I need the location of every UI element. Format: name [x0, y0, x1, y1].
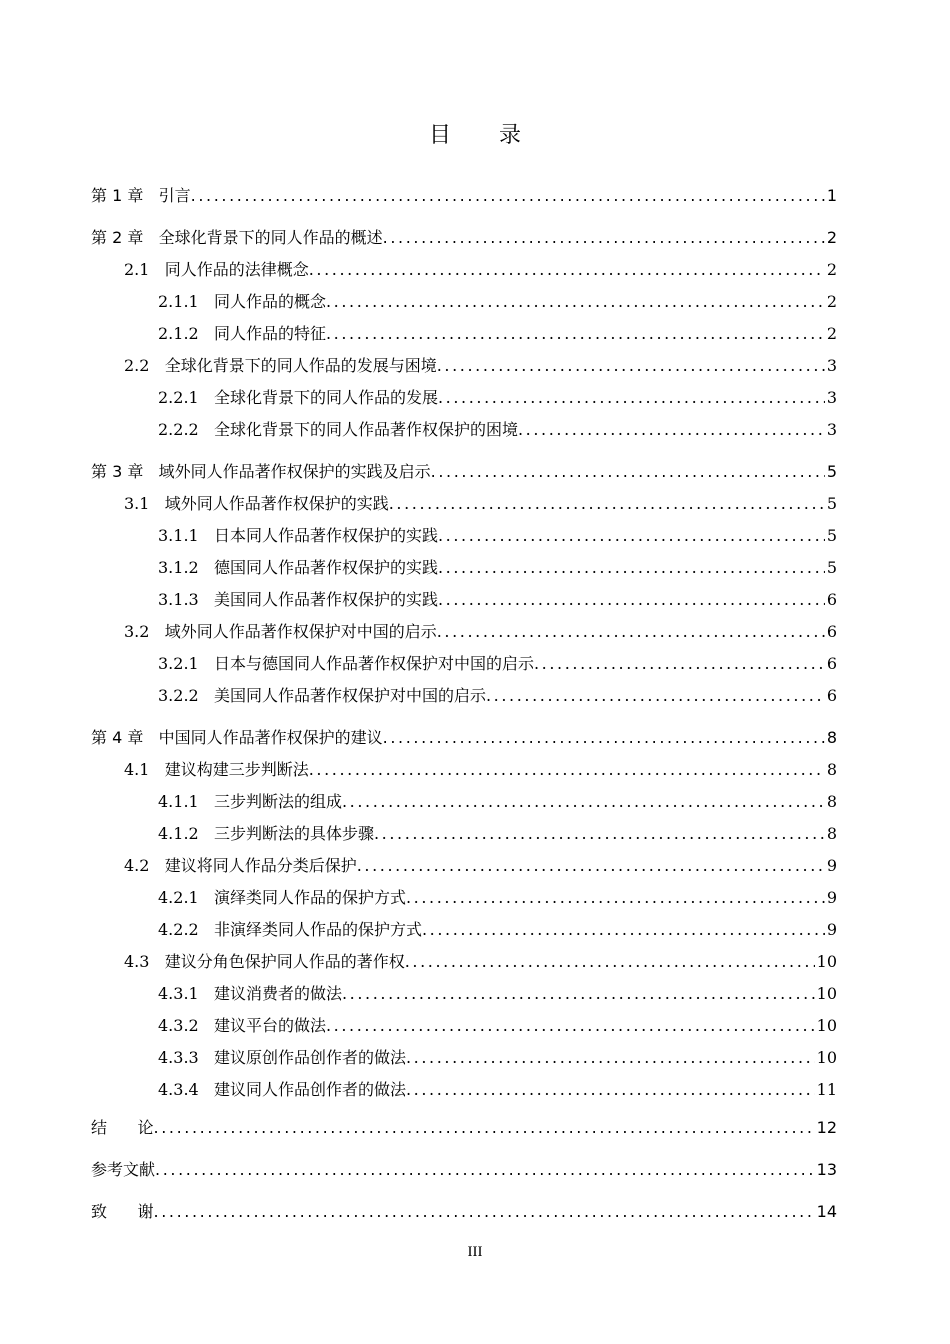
toc-entry-page: 13: [816, 1160, 837, 1179]
toc-entry-page: 8: [826, 760, 837, 779]
toc-entry-page: 8: [826, 824, 837, 843]
toc-entry[interactable]: [158, 652, 837, 676]
toc-entry-number: 4.2.2: [158, 920, 214, 939]
toc-entry-number: 4.2: [124, 856, 165, 875]
toc-leader-dots: [154, 1116, 815, 1140]
toc-leader-dots: [437, 354, 825, 378]
toc-entry-page: 9: [826, 856, 837, 875]
toc-entry-number: 3.2: [124, 622, 165, 641]
toc-leader-dots: [518, 418, 825, 442]
toc-entry-number: 第 2 章: [91, 228, 159, 247]
toc-leader-dots: [406, 1046, 815, 1070]
toc-entry[interactable]: [91, 460, 837, 484]
toc-leader-dots: [534, 652, 825, 676]
toc-entry-title: 参考文献: [91, 1160, 156, 1179]
toc-entry[interactable]: [158, 322, 837, 346]
toc-entry[interactable]: [91, 1116, 837, 1140]
toc-entry[interactable]: [158, 822, 837, 846]
toc-leader-dots: [309, 258, 825, 282]
toc-leader-dots: [309, 758, 825, 782]
toc-leader-dots: [438, 556, 825, 580]
toc-entry-title: 全球化背景下的同人作品的发展: [213, 388, 438, 407]
toc-entry-page: 3: [826, 356, 837, 375]
toc-entry-title: 同人作品的概念: [213, 292, 326, 311]
toc-entry-number: 第 4 章: [91, 728, 159, 747]
toc-entry-page: 8: [826, 792, 837, 811]
toc-entry-number: 第 3 章: [91, 462, 159, 481]
toc-entry-page: 10: [816, 984, 837, 1003]
toc-entry[interactable]: [158, 790, 837, 814]
toc-leader-dots: [405, 950, 815, 974]
toc-title-char-2: 录: [499, 123, 522, 148]
toc-entry-page: 9: [826, 920, 837, 939]
toc-leader-dots: [383, 226, 825, 250]
toc-entry-page: 5: [826, 558, 837, 577]
toc-entry-title: 同人作品的法律概念: [164, 260, 309, 279]
toc-entry-title: 全球化背景下的同人作品著作权保护的困境: [213, 420, 518, 439]
toc-entry-page: 5: [826, 526, 837, 545]
toc-entry-title: 建议消费者的做法: [213, 984, 342, 1003]
toc-entry-page: 6: [826, 622, 837, 641]
toc-entry[interactable]: [158, 1078, 837, 1102]
toc-entry-number: 4.3.2: [158, 1016, 214, 1035]
toc-entry-page: 12: [816, 1118, 837, 1137]
toc-entry-number: 3.1.3: [158, 590, 214, 609]
toc-entry-page: 11: [816, 1080, 837, 1099]
toc-entry-page: 3: [826, 420, 837, 439]
toc-entry-number: 3.2.1: [158, 654, 214, 673]
toc-leader-dots: [383, 726, 825, 750]
toc-entry-number: 4.1: [124, 760, 165, 779]
toc-entry-page: 5: [826, 494, 837, 513]
toc-entry[interactable]: [158, 918, 837, 942]
toc-entry-page: 6: [826, 654, 837, 673]
toc-entry-page: 6: [826, 590, 837, 609]
toc-entry-title: 域外同人作品著作权保护的实践: [164, 494, 389, 513]
toc-entry-title: 德国同人作品著作权保护的实践: [213, 558, 438, 577]
toc-entry[interactable]: [158, 556, 837, 580]
toc-entry-title: 引言: [158, 186, 191, 205]
toc-entry[interactable]: [158, 1046, 837, 1070]
toc-entry-number: 2.1.1: [158, 292, 214, 311]
toc-entry[interactable]: [91, 1158, 837, 1182]
toc-entry-page: 8: [826, 728, 837, 747]
toc-entry[interactable]: [158, 886, 837, 910]
toc-entry-title: 三步判断法的具体步骤: [213, 824, 374, 843]
toc-leader-dots: [326, 1014, 815, 1038]
toc-entry-page: 2: [826, 292, 837, 311]
toc-entry-title: 致 谢: [91, 1202, 154, 1221]
toc-entry-title: 结 论: [91, 1118, 154, 1137]
toc-leader-dots: [154, 1200, 815, 1224]
toc-entry-number: 4.2.1: [158, 888, 214, 907]
toc-entry-number: 4.3.3: [158, 1048, 214, 1067]
toc-entry-title: 非演绎类同人作品的保护方式: [213, 920, 422, 939]
toc-entry-number: 2.2.1: [158, 388, 214, 407]
toc-entry[interactable]: [124, 354, 837, 378]
toc-entry-number: 4.3: [124, 952, 165, 971]
toc-leader-dots: [357, 854, 825, 878]
toc-leader-dots: [342, 982, 815, 1006]
toc-entry-number: 4.3.4: [158, 1080, 214, 1099]
toc-leader-dots: [326, 290, 825, 314]
toc-entry[interactable]: [158, 386, 837, 410]
toc-entry-title: 中国同人作品著作权保护的建议: [158, 728, 383, 747]
toc-entry-number: 3.1.1: [158, 526, 214, 545]
toc-entry-page: 5: [826, 462, 837, 481]
toc-entry-page: 10: [816, 952, 837, 971]
toc-entry-page: 10: [816, 1016, 837, 1035]
toc-entry[interactable]: [158, 982, 837, 1006]
toc-entry-title: 日本同人作品著作权保护的实践: [213, 526, 438, 545]
toc-entry-title: 建议将同人作品分类后保护: [164, 856, 357, 875]
toc-entry-number: 第 1 章: [91, 186, 159, 205]
toc-entry-number: 2.2: [124, 356, 165, 375]
toc-entry[interactable]: [91, 1200, 837, 1224]
toc-entry-page: 2: [826, 260, 837, 279]
toc-entry[interactable]: [124, 258, 837, 282]
toc-entry[interactable]: [124, 950, 837, 974]
toc-entry[interactable]: [158, 418, 837, 442]
toc-entry[interactable]: [158, 684, 837, 708]
toc-entry[interactable]: [91, 726, 837, 750]
toc-entry-page: 9: [826, 888, 837, 907]
toc-entry-title: 全球化背景下的同人作品的概述: [158, 228, 383, 247]
toc-entry-title: 美国同人作品著作权保护对中国的启示: [213, 686, 486, 705]
toc-entry-title: 三步判断法的组成: [213, 792, 342, 811]
page-number-footer: III: [467, 1244, 483, 1260]
toc-entry[interactable]: [124, 620, 837, 644]
toc-entry-title: 日本与德国同人作品著作权保护对中国的启示: [213, 654, 534, 673]
toc-entry[interactable]: [124, 854, 837, 878]
toc-entry-title: 美国同人作品著作权保护的实践: [213, 590, 438, 609]
toc-entry-page: 10: [816, 1048, 837, 1067]
toc-leader-dots: [342, 790, 825, 814]
toc-leader-dots: [155, 1158, 815, 1182]
toc-entry-title: 域外同人作品著作权保护的实践及启示: [158, 462, 431, 481]
toc-leader-dots: [326, 322, 825, 346]
toc-entry-number: 2.1: [124, 260, 165, 279]
toc-entry-number: 3.2.2: [158, 686, 214, 705]
toc-entry-title: 建议分角色保护同人作品的著作权: [164, 952, 405, 971]
toc-entry-title: 全球化背景下的同人作品的发展与困境: [164, 356, 437, 375]
toc-leader-dots: [422, 918, 825, 942]
toc-entry[interactable]: [124, 492, 837, 516]
toc-entry-number: 2.2.2: [158, 420, 214, 439]
toc-entry-number: 2.1.2: [158, 324, 214, 343]
toc-title-char-1: 目: [428, 123, 451, 148]
toc-entry[interactable]: [91, 184, 837, 208]
toc-entry-page: 2: [826, 228, 837, 247]
toc-entry-number: 4.1.1: [158, 792, 214, 811]
toc-leader-dots: [374, 822, 825, 846]
toc-leader-dots: [438, 588, 825, 612]
toc-entry[interactable]: [158, 290, 837, 314]
toc-entry-page: 14: [816, 1202, 837, 1221]
toc-title: [0, 118, 950, 149]
toc-leader-dots: [437, 620, 825, 644]
toc-leader-dots: [406, 886, 825, 910]
toc-entry[interactable]: [158, 524, 837, 548]
toc-leader-dots: [438, 386, 825, 410]
toc-leader-dots: [389, 492, 825, 516]
toc-entry-number: 3.1: [124, 494, 165, 513]
toc-entry-title: 演绎类同人作品的保护方式: [213, 888, 406, 907]
toc-entry[interactable]: [158, 588, 837, 612]
toc-entry-number: 3.1.2: [158, 558, 214, 577]
toc-entry-number: 4.1.2: [158, 824, 214, 843]
toc-entry[interactable]: [91, 226, 837, 250]
toc-entry-number: 4.3.1: [158, 984, 214, 1003]
toc-entry-page: 6: [826, 686, 837, 705]
toc-leader-dots: [486, 684, 825, 708]
toc-entry-title: 建议平台的做法: [213, 1016, 326, 1035]
toc-entry[interactable]: [158, 1014, 837, 1038]
toc-entry-page: 1: [826, 186, 837, 205]
toc-entry-title: 同人作品的特征: [213, 324, 326, 343]
toc-entry-page: 2: [826, 324, 837, 343]
toc-entry-title: 建议同人作品创作者的做法: [213, 1080, 406, 1099]
toc-entry[interactable]: [124, 758, 837, 782]
toc-entry-title: 建议构建三步判断法: [164, 760, 309, 779]
toc-leader-dots: [191, 184, 825, 208]
toc-entry-title: 建议原创作品创作者的做法: [213, 1048, 406, 1067]
toc-leader-dots: [406, 1078, 815, 1102]
toc-leader-dots: [438, 524, 825, 548]
toc-entry-title: 域外同人作品著作权保护对中国的启示: [164, 622, 437, 641]
toc-leader-dots: [431, 460, 825, 484]
toc-entry-page: 3: [826, 388, 837, 407]
